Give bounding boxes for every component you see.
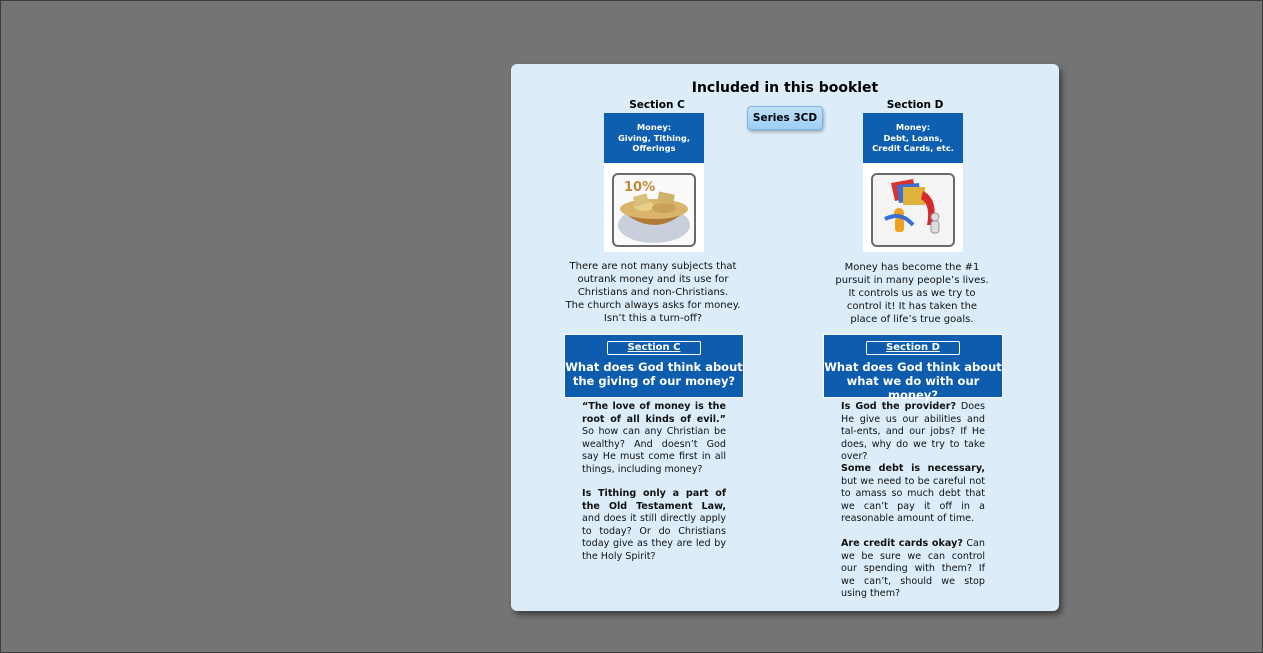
blurb-line: There are not many subjects that — [569, 261, 737, 272]
paragraph-lead: “The love of money is the root of all kinds of evil.” — [582, 401, 726, 425]
cover-line: Credit Cards, etc. — [872, 143, 954, 154]
section-d-paragraph-3 — [841, 538, 985, 601]
section-d-paragraph-2 — [841, 463, 985, 526]
section-d-cover-title — [863, 113, 963, 163]
section-c-paragraph-1 — [582, 401, 726, 476]
cover-line: Money: — [636, 122, 672, 133]
paragraph-lead: Is Tithing only a part of the Old Testament Law, — [582, 488, 726, 512]
section-c-question — [565, 360, 743, 388]
section-d-tag: Section D — [866, 341, 960, 355]
blurb-line: The church always asks for money. — [565, 300, 741, 311]
section-d-blurb — [822, 261, 1002, 326]
paragraph-lead: Is God the provider? — [841, 401, 957, 412]
cover-line: Offerings — [632, 143, 676, 154]
cover-line: Debt, Loans, — [883, 132, 943, 143]
section-c-cover-title — [604, 113, 704, 163]
section-d-cover[interactable] — [863, 113, 963, 252]
booklet-title: Included in this booklet — [691, 80, 879, 96]
offering-bowl-image — [612, 173, 696, 247]
question-line: What does God think about — [565, 360, 743, 374]
blurb-line: Money has become the #1 — [844, 262, 980, 273]
paragraph-body: but we need to be careful not to amass so much debt that we can’t pay it off in a reasonable amount of time. — [841, 475, 985, 524]
section-d-question-box[interactable] — [823, 334, 1003, 402]
question-line: what we do with our money? — [846, 374, 980, 402]
blurb-line: Isn’t this a turn-off? — [603, 313, 703, 324]
paragraph-lead: Some debt is necessary, — [841, 463, 985, 474]
booklet-page — [511, 64, 1059, 611]
paragraph-body: Can we be sure we can control our spending with them? If we can’t, should we stop using them? — [841, 538, 985, 599]
blurb-line: outrank money and its use for — [577, 274, 729, 285]
blurb-line: It controls us as we try to — [848, 288, 976, 299]
series-badge[interactable]: Series 3CD — [747, 106, 823, 130]
blurb-line: control it! It has taken the — [846, 301, 978, 312]
blurb-line: pursuit in many people’s lives. — [835, 275, 989, 286]
section-c-tag: Section C — [607, 341, 701, 355]
section-c-header: Section C — [629, 99, 685, 111]
section-c-paragraph-2 — [582, 488, 726, 563]
section-d-question — [824, 360, 1002, 402]
section-d-header: Section D — [886, 99, 944, 111]
cover-line: Giving, Tithing, — [617, 132, 690, 143]
question-line: the giving of our money? — [572, 374, 736, 388]
blurb-line: Christians and non-Christians. — [577, 287, 729, 298]
cover-line: Money: — [895, 122, 931, 133]
blurb-line: place of life’s true goals. — [850, 314, 974, 325]
section-c-blurb — [563, 260, 743, 325]
paragraph-body: Does He give us our abilities and tal-ents, and our jobs? If He does, why do we try to take over? — [841, 401, 985, 462]
credit-cards-image — [871, 173, 955, 247]
paragraph-body: and does it still directly apply to today? Or do Christians today give as they are led by the Holy Spirit? — [582, 513, 726, 562]
question-line: What does God think about — [824, 360, 1002, 374]
section-c-question-box[interactable] — [564, 334, 744, 398]
paragraph-body: So how can any Christian be wealthy? And doesn’t God say He must come first in all things, including money? — [582, 426, 726, 475]
section-c-cover[interactable] — [604, 113, 704, 252]
ten-percent-text: 10% — [624, 180, 656, 195]
paragraph-lead: Are credit cards okay? — [841, 538, 963, 549]
section-d-paragraph-1 — [841, 401, 985, 464]
